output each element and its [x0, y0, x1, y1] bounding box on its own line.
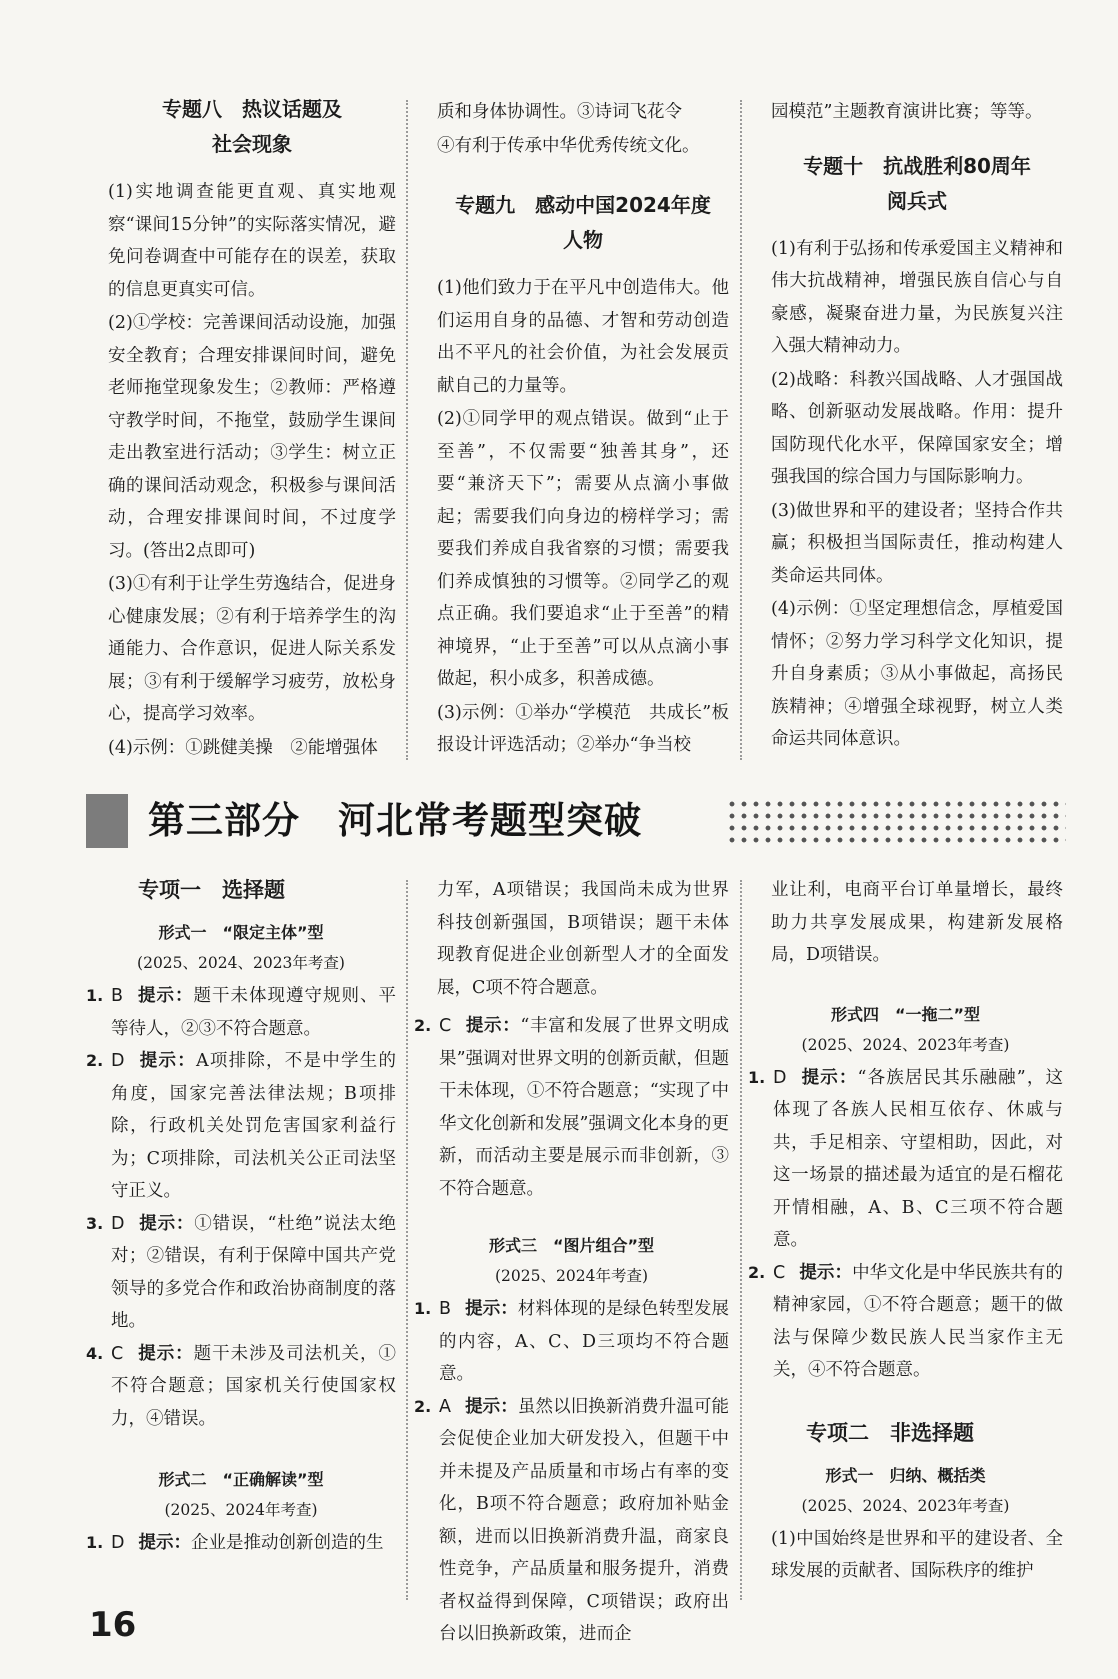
question-item: 1. D 提示：企业是推动创新创造的生 — [86, 1533, 384, 1553]
bottom-column-2 — [414, 874, 729, 1651]
paragraph: (4)示例：①跳健美操 ②能增强体 — [108, 737, 378, 758]
column-divider — [406, 880, 408, 1600]
question-item: 2. C 提示：中华文化是中华民族共有的精神家园，①不符合题意；题干的做法与保障少数民族人民当家作主无关，④不符合题意。 — [748, 1262, 1064, 1380]
question-item: 3. D 提示：①错误，“杜绝”说法太绝对；②错误，有利于保障中国共产党领导的多党合作和政治协商制度的落地。 — [86, 1213, 396, 1331]
form-3-title: 形式三 “图片组合”型 — [488, 1236, 655, 1255]
paragraph: 园模范”主题教育演讲比赛；等等。 — [771, 102, 1043, 122]
item-1-title: 专项一 选择题 — [138, 878, 285, 902]
paragraph: (3)做世界和平的建设者；坚持合作共赢；积极担当国际责任，推动构建人类命运共同体。 — [771, 500, 1063, 586]
form-2-title: 形式二 “正确解读”型 — [158, 1470, 324, 1489]
question-item: 4. C 提示：题干未涉及司法机关，①不符合题意；国家机关行使国家权力，④错误。 — [86, 1343, 397, 1429]
topic-10-title: 专题十 抗战胜利80周年 阅兵式 — [803, 153, 1031, 213]
paragraph: (1)他们致力于在平凡中创造伟大。他们运用自身的品德、才智和劳动创造出不平凡的社会价值，为社会发展贡献自己的力量等。 — [437, 278, 729, 396]
top-column-2 — [437, 96, 729, 763]
paragraph: (4)示例：①坚定理想信念，厚植爱国情怀；②努力学习科学文化知识，提升自身素质；③从小事做起，高扬民族精神；④增强全球视野，树立人类命运共同体意识。 — [771, 599, 1063, 749]
banner-dot-pattern-icon — [726, 798, 1066, 844]
paragraph: (2)战略：科教兴国战略、人才强国战略、创新驱动发展战略。作用：提升国防现代化水平，保障国家安全；增强我国的综合国力与国际影响力。 — [771, 369, 1063, 487]
banner-square-icon — [86, 794, 128, 848]
form-4-title: 形式四 “一拖二”型 — [830, 1004, 981, 1024]
question-item: 1. D 提示：“各族居民其乐融融”，这体现了各族人民相互依存、休戚与共，手足相亲、守望相助，因此，对这一场景的描述最为适宜的是石榴花开情相融，A、B、C三项不符合题意。 — [748, 1067, 1063, 1250]
paragraph: (3)①有利于让学生劳逸结合，促进身心健康发展；②有利于培养学生的沟通能力、合作意识，促进人际关系发展；③有利于缓解学习疲劳，放松身心，提高学习效率。 — [108, 574, 396, 724]
part-three-banner — [86, 790, 1066, 852]
question-item: 2. A 提示：虽然以旧换新消费升温可能会促使企业加大研发投入，但题干中并未提及产品质量和市场占有率的变化，B项不符合题意；政府加补贴金额，进而以旧换新消费升温，商家良性竞争，产品质量和服务提升，消费者权益得到保障，C项错误；政府出台以旧换新政策，进而企 — [414, 1396, 730, 1644]
years-note: (2025、2024、2023年考查) — [137, 954, 345, 972]
paragraph: (2)①同学甲的观点错误。做到“止于至善”，不仅需要“独善其身”，还要“兼济天下”；需要从点滴小事做起；需要我们向身边的榜样学习；需要我们养成自我省察的习惯；需要我们养成慎独的习惯等。②同学乙的观点正确。我们要追求“止于至善”的精神境界，“止于至善”可以从点滴小事做起，积小成多，积善成德。 — [437, 409, 729, 689]
question-item: 1. B 提示：材料体现的是绿色转型发展的内容，A、C、D三项均不符合题意。 — [414, 1299, 730, 1384]
paragraph: 业让利，电商平台订单量增长，最终助力共享发展成果，构建新发展格局，D项错误。 — [771, 880, 1063, 965]
question-item: 1. B 提示：题干未体现遵守规则、平等待人，②③不符合题意。 — [86, 986, 397, 1039]
paragraph: (3)示例：①举办“学模范 共成长”板报设计评选活动；②举办“争当校 — [437, 702, 729, 755]
page-number: 16 — [89, 1605, 137, 1645]
question-item: 2. D 提示：A项排除，不是中学生的角度，国家完善法律法规；B项排除，行政机关处罚危害国家利益行为；C项排除，司法机关公正司法坚守正义。 — [86, 1051, 397, 1201]
question-item: 2. C 提示：“丰富和发展了世界文明成果”强调对世界文明的创新贡献，但题干未体现，①不符合题意；“实现了中华文化创新和发展”强调文化本身的更新，而活动主要是展示而非创新，③不符合题意。 — [414, 1016, 730, 1199]
bottom-column-3 — [748, 874, 1063, 1589]
form-5-title: 形式一 归纳、概括类 — [825, 1465, 986, 1485]
years-note: (2025、2024、2023年考查) — [801, 1035, 1010, 1054]
paragraph: (1)有利于弘扬和传承爱国主义精神和伟大抗战精神，增强民族自信心与自豪感，凝聚奋进力量，为民族复兴注入强大精神动力。 — [771, 238, 1063, 356]
column-divider — [740, 880, 742, 1600]
column-divider — [406, 100, 408, 760]
years-note: (2025、2024、2023年考查) — [801, 1496, 1010, 1515]
topic-9-title: 专题九 感动中国2024年度 人物 — [455, 193, 711, 252]
bottom-column-1 — [86, 872, 396, 1560]
years-note: (2025、2024年考查) — [164, 1501, 318, 1519]
paragraph: ④有利于传承中华优秀传统文化。 — [437, 135, 700, 156]
topic-8-title: 专题八 热议话题及 社会现象 — [162, 97, 342, 156]
item-2-title: 专项二 非选择题 — [806, 1420, 974, 1445]
top-column-1 — [108, 92, 396, 765]
banner-title: 第三部分 河北常考题型突破 — [148, 799, 642, 842]
paragraph: (1)实地调查能更直观、真实地观察“课间15分钟”的实际落实情况，避免问卷调查中可能存在的误差，获取的信息更真实可信。 — [108, 182, 396, 300]
column-divider — [740, 100, 742, 760]
top-column-3 — [771, 96, 1063, 757]
years-note: (2025、2024年考查) — [495, 1267, 648, 1285]
paragraph: 质和身体协调性。③诗词飞花令 — [437, 102, 682, 122]
paragraph: (2)①学校：完善课间活动设施，加强安全教育；合理安排课间时间，避免老师拖堂现象发生；②教师：严格遵守教学时间，不拖堂，鼓励学生课间走出教室进行活动；③学生：树立正确的课间活动观念，积极参与课间活动，合理安排课间时间，不过度学习。(答出2点即可) — [108, 313, 396, 561]
paragraph: 力军，A项错误；我国尚未成为世界科技创新强国，B项错误；题干未体现教育促进企业创新型人才的全面发展，C项不符合题意。 — [437, 880, 729, 998]
form-1-title: 形式一 “限定主体”型 — [158, 923, 324, 942]
paragraph: (1)中国始终是世界和平的建设者、全球发展的贡献者、国际秩序的维护 — [771, 1528, 1063, 1581]
